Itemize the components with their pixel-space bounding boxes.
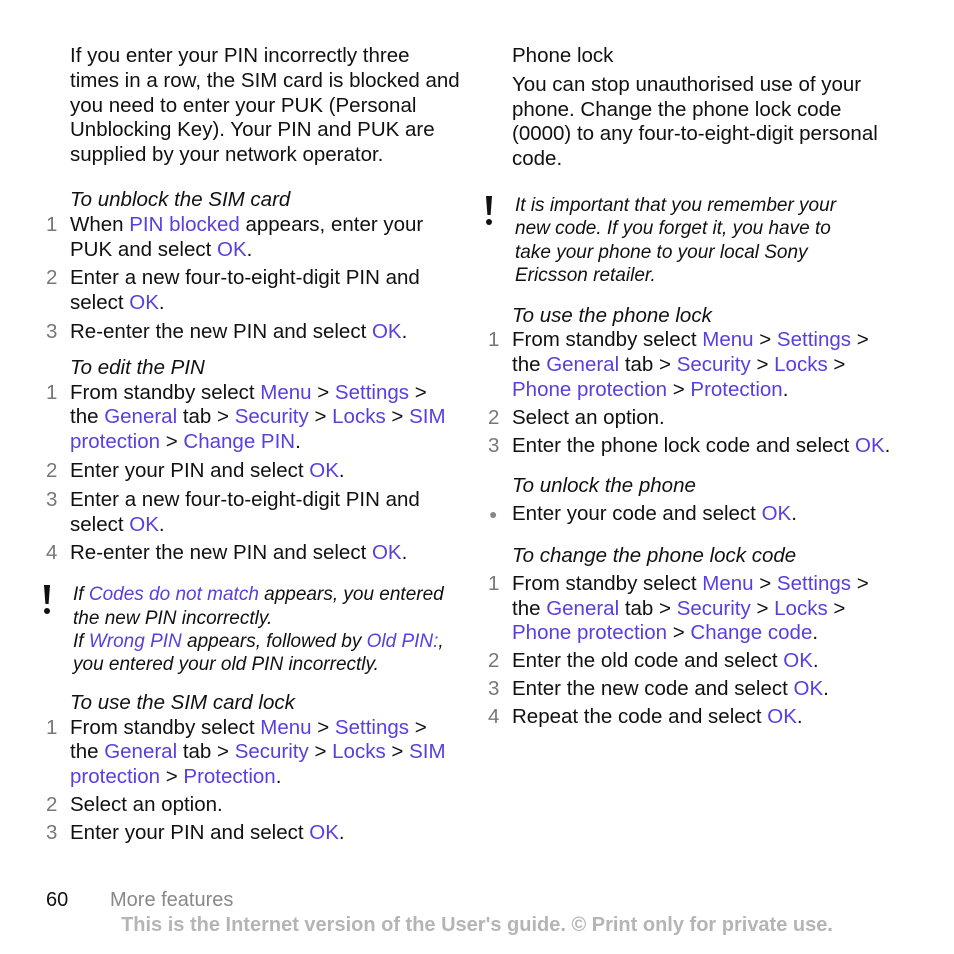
general-link[interactable]: General xyxy=(546,353,620,377)
step-number: 1 xyxy=(488,328,500,352)
ok-link[interactable]: OK xyxy=(217,237,247,261)
settings-link[interactable]: Settings xyxy=(334,380,409,404)
section-title: More features xyxy=(110,889,234,911)
step-number: 2 xyxy=(46,792,58,816)
ok-link[interactable]: OK xyxy=(767,704,797,728)
phone-lock-step-3: 3 Enter the phone lock code and select OK. xyxy=(482,434,902,459)
settings-link[interactable]: Settings xyxy=(776,328,851,352)
pin-intro-paragraph: If you enter your PIN incorrectly three times in a row, the SIM card is blocked and you need to enter your PUK (Personal Unblocking Key). Your PIN and PUK are supplied by your network operator. xyxy=(70,44,460,167)
general-link[interactable]: General xyxy=(546,596,620,620)
locks-link[interactable]: Locks xyxy=(774,596,828,620)
edit-step-1: 1 From standby select Menu > Settings > the General tab > Security > Locks > SIM protection > Change PIN. xyxy=(40,381,460,455)
unblock-step-1: 1 When PIN blocked appears, enter your PUK and select OK. xyxy=(40,213,460,263)
step-number: 3 xyxy=(46,820,58,844)
change-code-step-4: 4 Repeat the code and select OK. xyxy=(482,705,902,730)
menu-link[interactable]: Menu xyxy=(260,380,312,404)
change-code-link[interactable]: Change code xyxy=(690,621,813,645)
security-link[interactable]: Security xyxy=(234,405,309,429)
locks-link[interactable]: Locks xyxy=(774,353,828,377)
step-number: 1 xyxy=(46,380,58,404)
ok-link[interactable]: OK xyxy=(129,512,159,536)
edit-step-2: 2 Enter your PIN and select OK. xyxy=(40,459,460,484)
unlock-phone-heading: To unlock the phone xyxy=(512,474,696,498)
step-number: 3 xyxy=(488,676,500,700)
phone-protection-link[interactable]: Phone protection xyxy=(512,621,668,645)
phone-lock-step-1: 1 From standby select Menu > Settings > the General tab > Security > Locks > Phone protection > Protection. xyxy=(482,328,902,402)
general-link[interactable]: General xyxy=(104,740,178,764)
step-number: 3 xyxy=(46,319,58,343)
change-code-step-1: 1 From standby select Menu > Settings > the General tab > Security > Locks > Phone protection > Change code. xyxy=(482,572,902,646)
settings-link[interactable]: Settings xyxy=(776,571,851,595)
wrong-pin-link[interactable]: Wrong PIN xyxy=(88,630,182,652)
security-link[interactable]: Security xyxy=(676,353,751,377)
pin-warning-note: If Codes do not match appears, you entered the new PIN incorrectly. If Wrong PIN appears, followed by Old PIN:, you entered your old PIN incorrectly. xyxy=(40,583,460,677)
ok-link[interactable]: OK xyxy=(855,433,885,457)
general-link[interactable]: General xyxy=(104,405,178,429)
exclamation-icon xyxy=(43,585,51,615)
locks-link[interactable]: Locks xyxy=(332,740,386,764)
security-link[interactable]: Security xyxy=(234,740,309,764)
old-pin-link[interactable]: Old PIN: xyxy=(366,630,439,652)
ok-link[interactable]: OK xyxy=(309,458,339,482)
exclamation-icon xyxy=(40,583,73,677)
menu-link[interactable]: Menu xyxy=(702,571,754,595)
change-code-step-2: 2 Enter the old code and select OK. xyxy=(482,649,902,674)
settings-link[interactable]: Settings xyxy=(334,715,409,739)
protection-link[interactable]: Protection xyxy=(183,765,276,789)
ok-link[interactable]: OK xyxy=(129,291,159,315)
pin-blocked-link[interactable]: PIN blocked xyxy=(129,212,240,236)
page-number: 60 xyxy=(46,889,69,911)
step-number: 1 xyxy=(46,715,58,739)
step-number: 2 xyxy=(488,649,500,673)
sim-protection-link[interactable]: SIM protection xyxy=(70,740,446,789)
menu-link[interactable]: Menu xyxy=(260,715,312,739)
ok-link[interactable]: OK xyxy=(371,541,402,565)
phone-lock-step-2: 2 Select an option. xyxy=(482,406,902,431)
ok-link[interactable]: OK xyxy=(371,319,402,343)
exclamation-icon xyxy=(485,196,493,226)
change-pin-link[interactable]: Change PIN xyxy=(183,430,296,454)
ok-link[interactable]: OK xyxy=(783,649,813,673)
change-code-step-3: 3 Enter the new code and select OK. xyxy=(482,677,902,702)
unblock-sim-heading: To unblock the SIM card xyxy=(70,187,291,211)
sim-lock-step-3: 3 Enter your PIN and select OK. xyxy=(40,821,460,846)
ok-link[interactable]: OK xyxy=(309,820,339,844)
right-column xyxy=(482,44,902,730)
ok-link[interactable]: OK xyxy=(761,502,792,526)
edit-step-3: 3 Enter a new four-to-eight-digit PIN and select OK. xyxy=(40,488,460,538)
sim-lock-step-2: 2 Select an option. xyxy=(40,793,460,818)
codes-do-not-match-link[interactable]: Codes do not match xyxy=(88,584,259,606)
sim-lock-step-1: 1 From standby select Menu > Settings > the General tab > Security > Locks > SIM protection > Protection. xyxy=(40,716,460,790)
phone-lock-intro: You can stop unauthorised use of your phone. Change the phone lock code (0000) to any four-to-eight-digit personal code. xyxy=(512,72,878,171)
menu-link[interactable]: Menu xyxy=(702,328,754,352)
phone-lock-title: Phone lock xyxy=(512,44,614,67)
bullet-icon: ● xyxy=(489,506,498,523)
edit-pin-heading: To edit the PIN xyxy=(70,355,205,379)
change-code-heading: To change the phone lock code xyxy=(512,543,797,567)
ok-link[interactable]: OK xyxy=(793,676,824,700)
step-number: 4 xyxy=(46,541,58,565)
sim-protection-link[interactable]: SIM protection xyxy=(70,405,446,454)
unblock-step-3: 3 Re-enter the new PIN and select OK. xyxy=(40,320,460,345)
exclamation-icon xyxy=(482,194,515,288)
use-phone-lock-heading: To use the phone lock xyxy=(512,303,712,327)
step-number: 3 xyxy=(46,487,58,511)
internet-version-notice: This is the Internet version of the User's guide. © Print only for private use. xyxy=(121,914,833,936)
unlock-step: ● Enter your code and select OK. xyxy=(482,502,902,527)
phone-protection-link[interactable]: Phone protection xyxy=(512,378,668,401)
step-number: 1 xyxy=(488,571,500,595)
unblock-step-2: 2 Enter a new four-to-eight-digit PIN and select OK. xyxy=(40,266,460,316)
step-number: 2 xyxy=(46,458,58,482)
step-number: 2 xyxy=(488,405,500,429)
edit-step-4: 4 Re-enter the new PIN and select OK. xyxy=(40,541,460,566)
protection-link[interactable]: Protection xyxy=(690,378,783,401)
phone-code-warning-note: It is important that you remember your new code. If you forget it, you have to take your phone to your local Sony Ericsson retailer. xyxy=(482,194,902,288)
locks-link[interactable]: Locks xyxy=(332,405,386,429)
step-number: 3 xyxy=(488,433,500,457)
step-number: 2 xyxy=(46,266,58,290)
step-number: 1 xyxy=(46,212,58,236)
left-column xyxy=(40,44,460,846)
step-number: 4 xyxy=(488,704,500,728)
security-link[interactable]: Security xyxy=(676,596,751,620)
sim-lock-heading: To use the SIM card lock xyxy=(70,690,295,714)
